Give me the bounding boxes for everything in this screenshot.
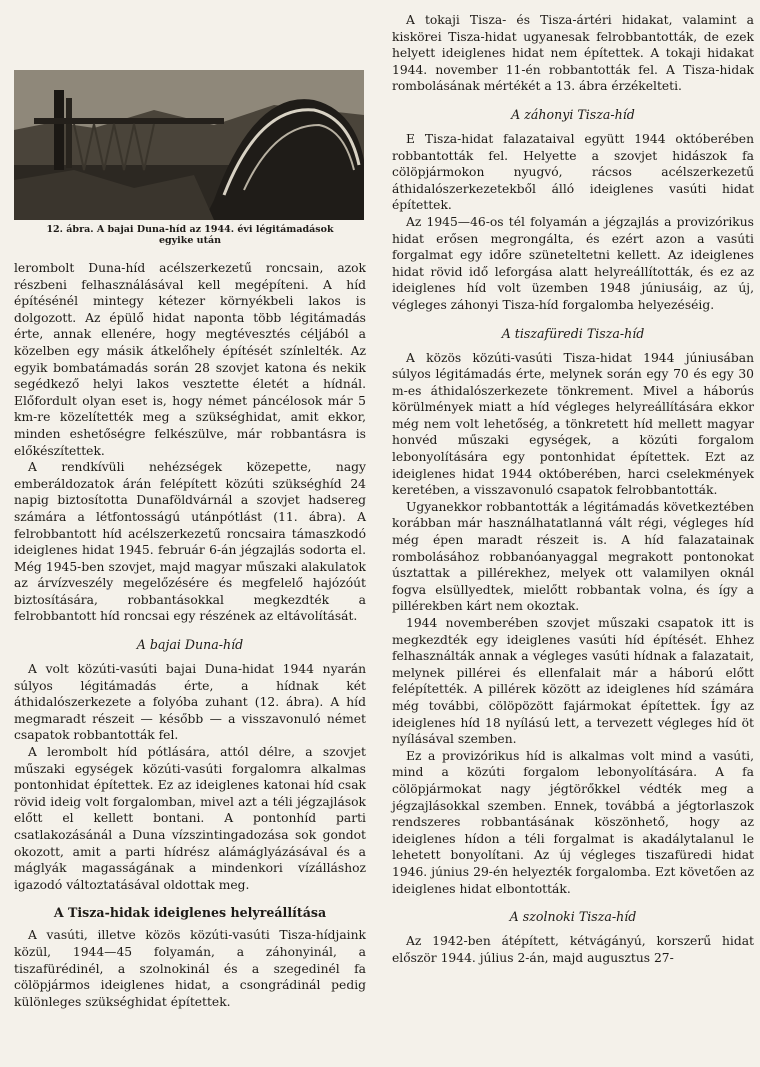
paragraph: A közös közúti-vasúti Tisza-hidat 1944 júniusában súlyos légitámadás érte, melynek során egy 70 és egy 30 m-es áthidalószerkezete tönkrement. Mivel a háborús körülmények miatt a híd végleges helyreállítására ekkor még nem volt lehetőség, a tönkretett híd mellett magyar honvéd műszaki egységek, a közúti forgalom lebonyolítására egy pontonhidat építettek. Ezt az ideiglenes hidat 1944 októberében, harci cselekmények keretében, a visszavonuló csapatok felrobbantották. [392, 350, 754, 498]
section-heading-tiszafured: A tiszafüredi Tisza-híd [501, 325, 645, 341]
paragraph: A lerombolt híd pótlására, attól délre, a szovjet műszaki egységek közúti-vasúti forgalomra alkalmas pontonhidat építettek. Ez az ideiglenes katonai híd csak rövid ideig volt forgalomban, mivel azt a téli jégzajlások előtt el kellett bontani. A pontonhíd parti csatlakozásánál a Duna vízszintingadozása sok gondot okozott, amit a parti hídrész alámáglyázásával és a máglyák magasságának a mindenkori vízálláshoz igazodó változtatásával oldottak meg. [14, 745, 366, 892]
right-text [392, 12, 754, 966]
figure-caption-line-1: 12. ábra. A bajai Duna-híd az 1944. évi légitámadások [46, 224, 334, 235]
paragraph: lerombolt Duna-híd acélszerkezetű roncsain, azok részbeni felhasználásával kell megépíteni. A híd építésénél mintegy kétezer környékbeli lakos is dolgozott. Az épülő hidat naponta több légitámadás érte, annak ellenére, hogy megtévesztés céljából a közelben egy másik átkelőhely építését színlelték. Az egyik bombatámadás során 28 szovjet katona és nekik segédkező helyi lakos vesztette életét a hídnál. Előfordult olyan eset is, hogy német páncélosok már 5 km-re közelítették meg a szükséghidat, amit ekkor, minden eshetőségre felkészülve, már robbantásra is előkészítettek. [14, 261, 366, 458]
figure-caption-line-2: egyike után [158, 235, 222, 246]
paragraph: A volt közúti-vasúti bajai Duna-hidat 1944 nyarán súlyos légitámadás érte, a hídnak két áthidalószerkezete a folyóba zuhant (12. ábra). A híd megmaradt részeit — később — a visszavonuló német csapatok robbantották fel. [14, 662, 366, 743]
section-heading-zahony: A záhonyi Tisza-híd [511, 106, 635, 122]
paragraph: Ugyanekkor robbantották a légitámadás következtében korábban már használhatatlanná vált régi, végleges híd még épen maradt részeit is. A híd falazatainak rombolásához robbanóanyaggal megrakott pontonokat úsztattak a pillérekhez, melyek ott valamilyen oknál fogva elsüllyedtek, mielőtt robbantak volna, és így a pillérekben kárt nem okoztak. [392, 499, 754, 614]
paragraph: Az 1945—46-os tél folyamán a jégzajlás a provizórikus hidat erősen megrongálta, és ezért azon a vasúti forgalmat egy időre szüneteltetni kellett. Az ideiglenes hidat rövid idő leforgása alatt helyreállították, és ez az ideiglenes híd volt üzemben 1948 júniusáig, az új, végleges záhonyi Tisza-híd forgalomba helyezéséig. [392, 214, 754, 312]
bridge-photo [14, 70, 364, 220]
paragraph: A rendkívüli nehézségek közepette, nagy emberáldozatok árán felépített közúti szükséghíd 24 napig biztosította Dunaföldvárnál a szovjet hadsereg számára a létfontosságú utánpótlást (11. ábra). A felrobbantott híd acélszerkezetű roncsaira támaszkodó ideiglenes hidat 1945. február 6-án jégzajlás sodorta el. Még 1945-ben szovjet, majd magyar műszaki alakulatok az árvízveszély megelőzésére és megfelelő hajózóút biztosítására, robbantásokkal megkezdték a felrobbantott híd roncsai egy részének az eltávolítását. [14, 460, 366, 624]
figure-caption [20, 224, 360, 246]
paragraph: A tokaji Tisza- és Tisza-ártéri hidakat, valamint a kiskörei Tisza-hidat ugyanesak felrobbantották, de ezek helyett ideiglenes hidat nem építettek. A tokaji hidakat 1944. november 11-én robbantották fel. A Tisza-hidak rombolásának mértékét a 13. ábra érzékelteti. [392, 13, 754, 94]
left-text [14, 260, 366, 1010]
paragraph: 1944 novemberében szovjet műszaki csapatok itt is megkezdték egy ideiglenes vasúti híd építését. Ehhez felhasználták annak a végleges vasúti hídnak a falazatait, melynek pillérei és ellenfalait már a háború előtt felépítették. A pillérek között az ideiglenes híd számára még további, cölöpözött fajármokat építettek. Így az ideiglenes híd 18 nyílású lett, a tervezett végleges híd öt nyílásával szemben. [392, 616, 754, 747]
paragraph: Az 1942-ben átépített, kétvágányú, korszerű hidat először 1944. július 2-án, majd augusztus 27- [392, 934, 754, 965]
paragraph: Ez a provizórikus híd is alkalmas volt mind a vasúti, mind a közúti forgalom lebonyolítására. A fa cölöpjármokat nagy jégtörőkkel védték meg a jégzajlásokkal szemben. Ennek, továbbá a jégtorlaszok rendszeres robbantásának köszönhető, hogy az ideiglenes hídon a téli forgalmat is akadálytalanul le lehetett bonyolítani. Az új végleges tiszafüredi hidat 1946. június 29-én helyezték forgalomba. Ezt követően az ideiglenes hidat elbontották. [392, 748, 754, 896]
paragraph: A vasúti, illetve közös közúti-vasúti Tisza-hídjaink közül, 1944—45 folyamán, a záhonyinál, a tiszafürédinél, a szolnokinál és a szegedinél fa cölöpjármos ideiglenes hidat, a csongrádinál pedig különleges szükséghidat építettek. [14, 928, 366, 1009]
section-heading-tisza: A Tisza-hidak ideiglenes helyreállítása [53, 905, 327, 921]
section-heading-baja: A bajai Duna-híd [136, 637, 244, 653]
paragraph: E Tisza-hidat falazataival együtt 1944 októberében robbantották fel. Helyette a szovjet hidászok fa cölöpjármokon nyugvó, rácsos acélszerkezetű áthidalószerkezetekből álló ideiglenes vasúti hidat építettek. [392, 131, 754, 213]
section-heading-szolnok: A szolnoki Tisza-híd [509, 909, 637, 925]
bridge-ruins-image [14, 70, 364, 220]
